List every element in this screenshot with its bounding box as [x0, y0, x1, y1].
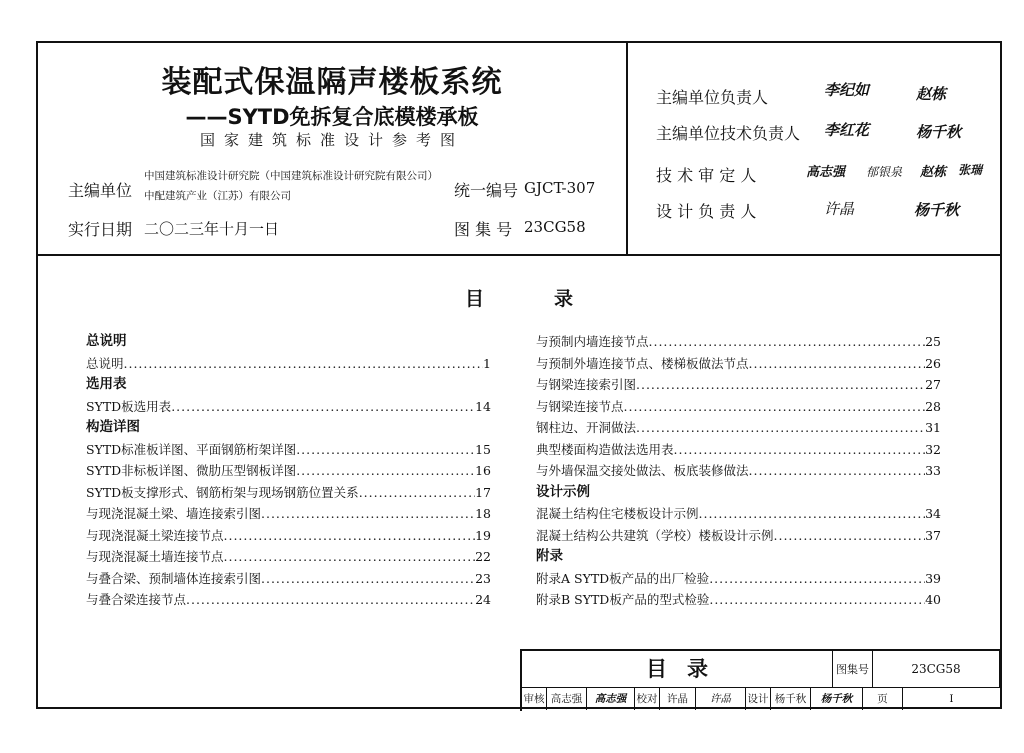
toc-section-heading: 附录: [536, 548, 563, 564]
header: [38, 43, 1000, 256]
check-name: 许晶: [660, 688, 696, 710]
toc-entry[interactable]: [86, 353, 491, 375]
toc-entry[interactable]: [86, 546, 491, 568]
toc-section-heading: 构造详图: [86, 419, 140, 435]
toc-leader-dots: [124, 353, 484, 375]
page-value: I: [949, 693, 954, 705]
toc-entry-page: 32: [925, 441, 941, 457]
toc-entry[interactable]: [536, 568, 941, 590]
toc-entry[interactable]: [86, 396, 491, 418]
design-label: 设计: [746, 688, 771, 710]
toc-entry-title: 与现浇混凝土梁连接节点: [86, 527, 224, 543]
responsible-role: 设 计 负 责 人: [656, 202, 757, 221]
toc-entry-title: SYTD标准板详图、平面钢筋桁架详图: [86, 441, 297, 457]
responsible-row: [656, 85, 768, 108]
toc-entry-page: 14: [475, 398, 491, 414]
check-signature: 许晶: [696, 688, 746, 710]
signature: 张瑞: [958, 163, 983, 177]
toc-leader-dots: [359, 482, 475, 504]
responsible-row: [656, 163, 756, 186]
toc-entry[interactable]: [86, 460, 491, 482]
toc-entry[interactable]: [536, 589, 941, 611]
title-block-signature-row: [522, 688, 1000, 710]
toc-entry-title: 混凝土结构公共建筑（学校）楼板设计示例: [536, 527, 774, 543]
series-label: 国家建筑标准设计参考图: [199, 131, 464, 149]
signature: 郁银泉: [866, 165, 903, 179]
toc-leader-dots: [749, 353, 926, 375]
toc-entry[interactable]: [86, 525, 491, 547]
editor-org-1: 中国建筑标准设计研究院（中国建筑标准设计研究院有限公司）: [144, 170, 438, 182]
toc-leader-dots: [624, 396, 926, 418]
design-name: 杨千秋: [771, 688, 811, 710]
toc-leader-dots: [296, 460, 475, 482]
atlas-no: 23CG58: [524, 218, 586, 236]
toc-entry-title: 附录A SYTD板产品的出厂检验: [536, 570, 710, 586]
title-block-name-part: 录: [687, 656, 708, 681]
toc-entry-page: 40: [925, 592, 941, 607]
signature: 李纪如: [824, 81, 870, 99]
document-title: 装配式保温隔声楼板系统: [161, 65, 503, 100]
toc-leader-dots: [709, 568, 925, 590]
toc-entry-title: 与钢梁连接节点: [536, 398, 624, 414]
responsibles-panel: [628, 43, 1000, 254]
toc-entry-page: 31: [925, 420, 941, 435]
page-label: 页: [863, 688, 903, 710]
toc-entry-page: 18: [475, 506, 491, 521]
responsible-role: 主编单位技术负责人: [656, 124, 801, 143]
toc-entry[interactable]: [536, 503, 941, 525]
signature: 高志强: [806, 165, 846, 180]
review-name: 高志强: [547, 688, 587, 710]
toc-entry-title: 与钢梁连接索引图: [536, 377, 637, 392]
toc-entry[interactable]: [536, 460, 941, 482]
editor-org-2: 中配建筑产业（江苏）有限公司: [144, 190, 291, 202]
toc-leader-dots: [261, 503, 475, 525]
responsible-row: [656, 121, 800, 144]
toc-entry-page: 37: [925, 527, 941, 543]
unified-no-label: 统一编号: [454, 181, 519, 200]
toc-entry-title: SYTD非标板详图、微肋压型钢板详图: [86, 463, 297, 478]
toc-column-left: [86, 331, 491, 611]
toc-leader-dots: [699, 503, 926, 525]
toc-entry-page: 24: [475, 592, 491, 607]
toc-entry[interactable]: [536, 331, 941, 353]
toc-entry-page: 25: [925, 334, 941, 349]
toc-entry-page: 19: [475, 527, 491, 543]
signature: 赵栋: [920, 165, 947, 180]
toc-entry-title: 与现浇混凝土梁、墙连接索引图: [86, 506, 262, 521]
header-left: [38, 43, 628, 254]
atlas-no-label: 图 集 号: [454, 220, 513, 239]
toc-section-heading: 总说明: [86, 333, 127, 349]
toc-entry-page: 22: [475, 549, 491, 564]
unified-no: GJCT-307: [524, 179, 596, 197]
toc-leader-dots: [171, 396, 475, 418]
toc-entry[interactable]: [86, 439, 491, 461]
toc-entry[interactable]: [86, 589, 491, 611]
toc-entry-title: 与现浇混凝土墙连接节点: [86, 549, 224, 564]
design-signature: 杨千秋: [811, 688, 863, 710]
atlas-value-cell: 23CG58: [873, 651, 1000, 688]
document-subtitle: ——SYTD免拆复合底模楼承板: [185, 105, 479, 129]
toc-leader-dots: [649, 331, 926, 353]
toc-entry-page: 33: [925, 463, 941, 478]
toc-leader-dots: [636, 417, 925, 439]
toc-entry-title: 与预制外墙连接节点、楼梯板做法节点: [536, 355, 749, 371]
toc-entry-title: 总说明: [86, 355, 124, 371]
toc-leader-dots: [674, 439, 926, 461]
toc-leader-dots: [186, 589, 475, 611]
toc-entry-title: 钢柱边、开洞做法: [536, 420, 637, 435]
toc-entry[interactable]: [86, 503, 491, 525]
review-label: 审核: [522, 688, 547, 710]
toc-leader-dots: [296, 439, 475, 461]
toc-entry[interactable]: [536, 396, 941, 418]
toc-entry-page: 39: [925, 570, 941, 586]
toc-leader-dots: [224, 525, 476, 547]
toc-section-heading: 选用表: [86, 376, 127, 392]
toc-leader-dots: [709, 589, 925, 611]
toc-section-heading: 设计示例: [536, 483, 590, 500]
date-value: 二〇二三年十月一日: [144, 220, 280, 238]
toc-entry-title: 附录B SYTD板产品的型式检验: [536, 592, 710, 607]
drawing-frame: [36, 41, 1002, 709]
toc-entry-title: 与外墙保温交接处做法、板底装修做法: [536, 463, 749, 478]
review-signature: 高志强: [587, 688, 635, 710]
toc-leader-dots: [224, 546, 476, 568]
toc-entry[interactable]: [536, 439, 941, 461]
responsible-row: [656, 199, 756, 222]
toc-column-right: [536, 331, 941, 611]
toc-leader-dots: [774, 525, 926, 547]
date-label: 实行日期: [68, 220, 133, 239]
toc-entry[interactable]: [86, 568, 491, 590]
toc-entry[interactable]: [536, 525, 941, 547]
title-block: [520, 649, 1002, 711]
toc-leader-dots: [261, 568, 475, 590]
toc-entry-page: 27: [925, 377, 941, 392]
toc-entry-title: 典型楼面构造做法选用表: [536, 441, 674, 457]
toc-entry-page: 23: [475, 570, 491, 586]
toc-entry-title: SYTD板选用表: [86, 398, 172, 414]
toc-entry-title: SYTD板支撑形式、钢筋桁架与现场钢筋位置关系: [86, 484, 359, 500]
title-block-name: [522, 651, 833, 688]
signature: 杨千秋: [914, 201, 960, 219]
toc-leader-dots: [749, 460, 926, 482]
toc-entry-page: 28: [925, 398, 941, 414]
toc-entry-page: 17: [475, 484, 491, 500]
toc-entry-page: 34: [925, 506, 941, 521]
toc-entry-title: 与预制内墙连接节点: [536, 334, 649, 349]
toc-heading: [38, 284, 1000, 311]
signature: 杨千秋: [916, 123, 962, 141]
toc-heading-part: 目: [464, 288, 484, 310]
atlas-label-cell: 图集号: [833, 651, 873, 688]
toc-entry-page: 15: [475, 441, 491, 457]
toc-entry-title: 与叠合梁、预制墙体连接索引图: [86, 570, 262, 586]
toc-entry[interactable]: [536, 417, 941, 439]
toc-entry-page: 26: [925, 355, 941, 371]
toc-entry-page: 16: [475, 463, 491, 478]
toc-heading-part: 录: [554, 288, 574, 310]
title-block-name-part: 目: [646, 656, 667, 681]
check-label: 校对: [635, 688, 660, 710]
toc-entry-page: 1: [483, 355, 491, 371]
editor-label: 主编单位: [68, 181, 133, 200]
responsible-role: 主编单位负责人: [656, 88, 769, 107]
signature: 许晶: [824, 200, 855, 218]
toc-entry[interactable]: [86, 482, 491, 504]
toc-leader-dots: [636, 374, 925, 396]
signature: 赵栋: [916, 85, 947, 103]
toc-entry[interactable]: [536, 353, 941, 375]
toc-entry-title: 混凝土结构住宅楼板设计示例: [536, 506, 699, 521]
responsible-role: 技 术 审 定 人: [656, 166, 757, 185]
toc-entry[interactable]: [536, 374, 941, 396]
signature: 李红花: [824, 121, 870, 139]
toc-entry-title: 与叠合梁连接节点: [86, 592, 187, 607]
